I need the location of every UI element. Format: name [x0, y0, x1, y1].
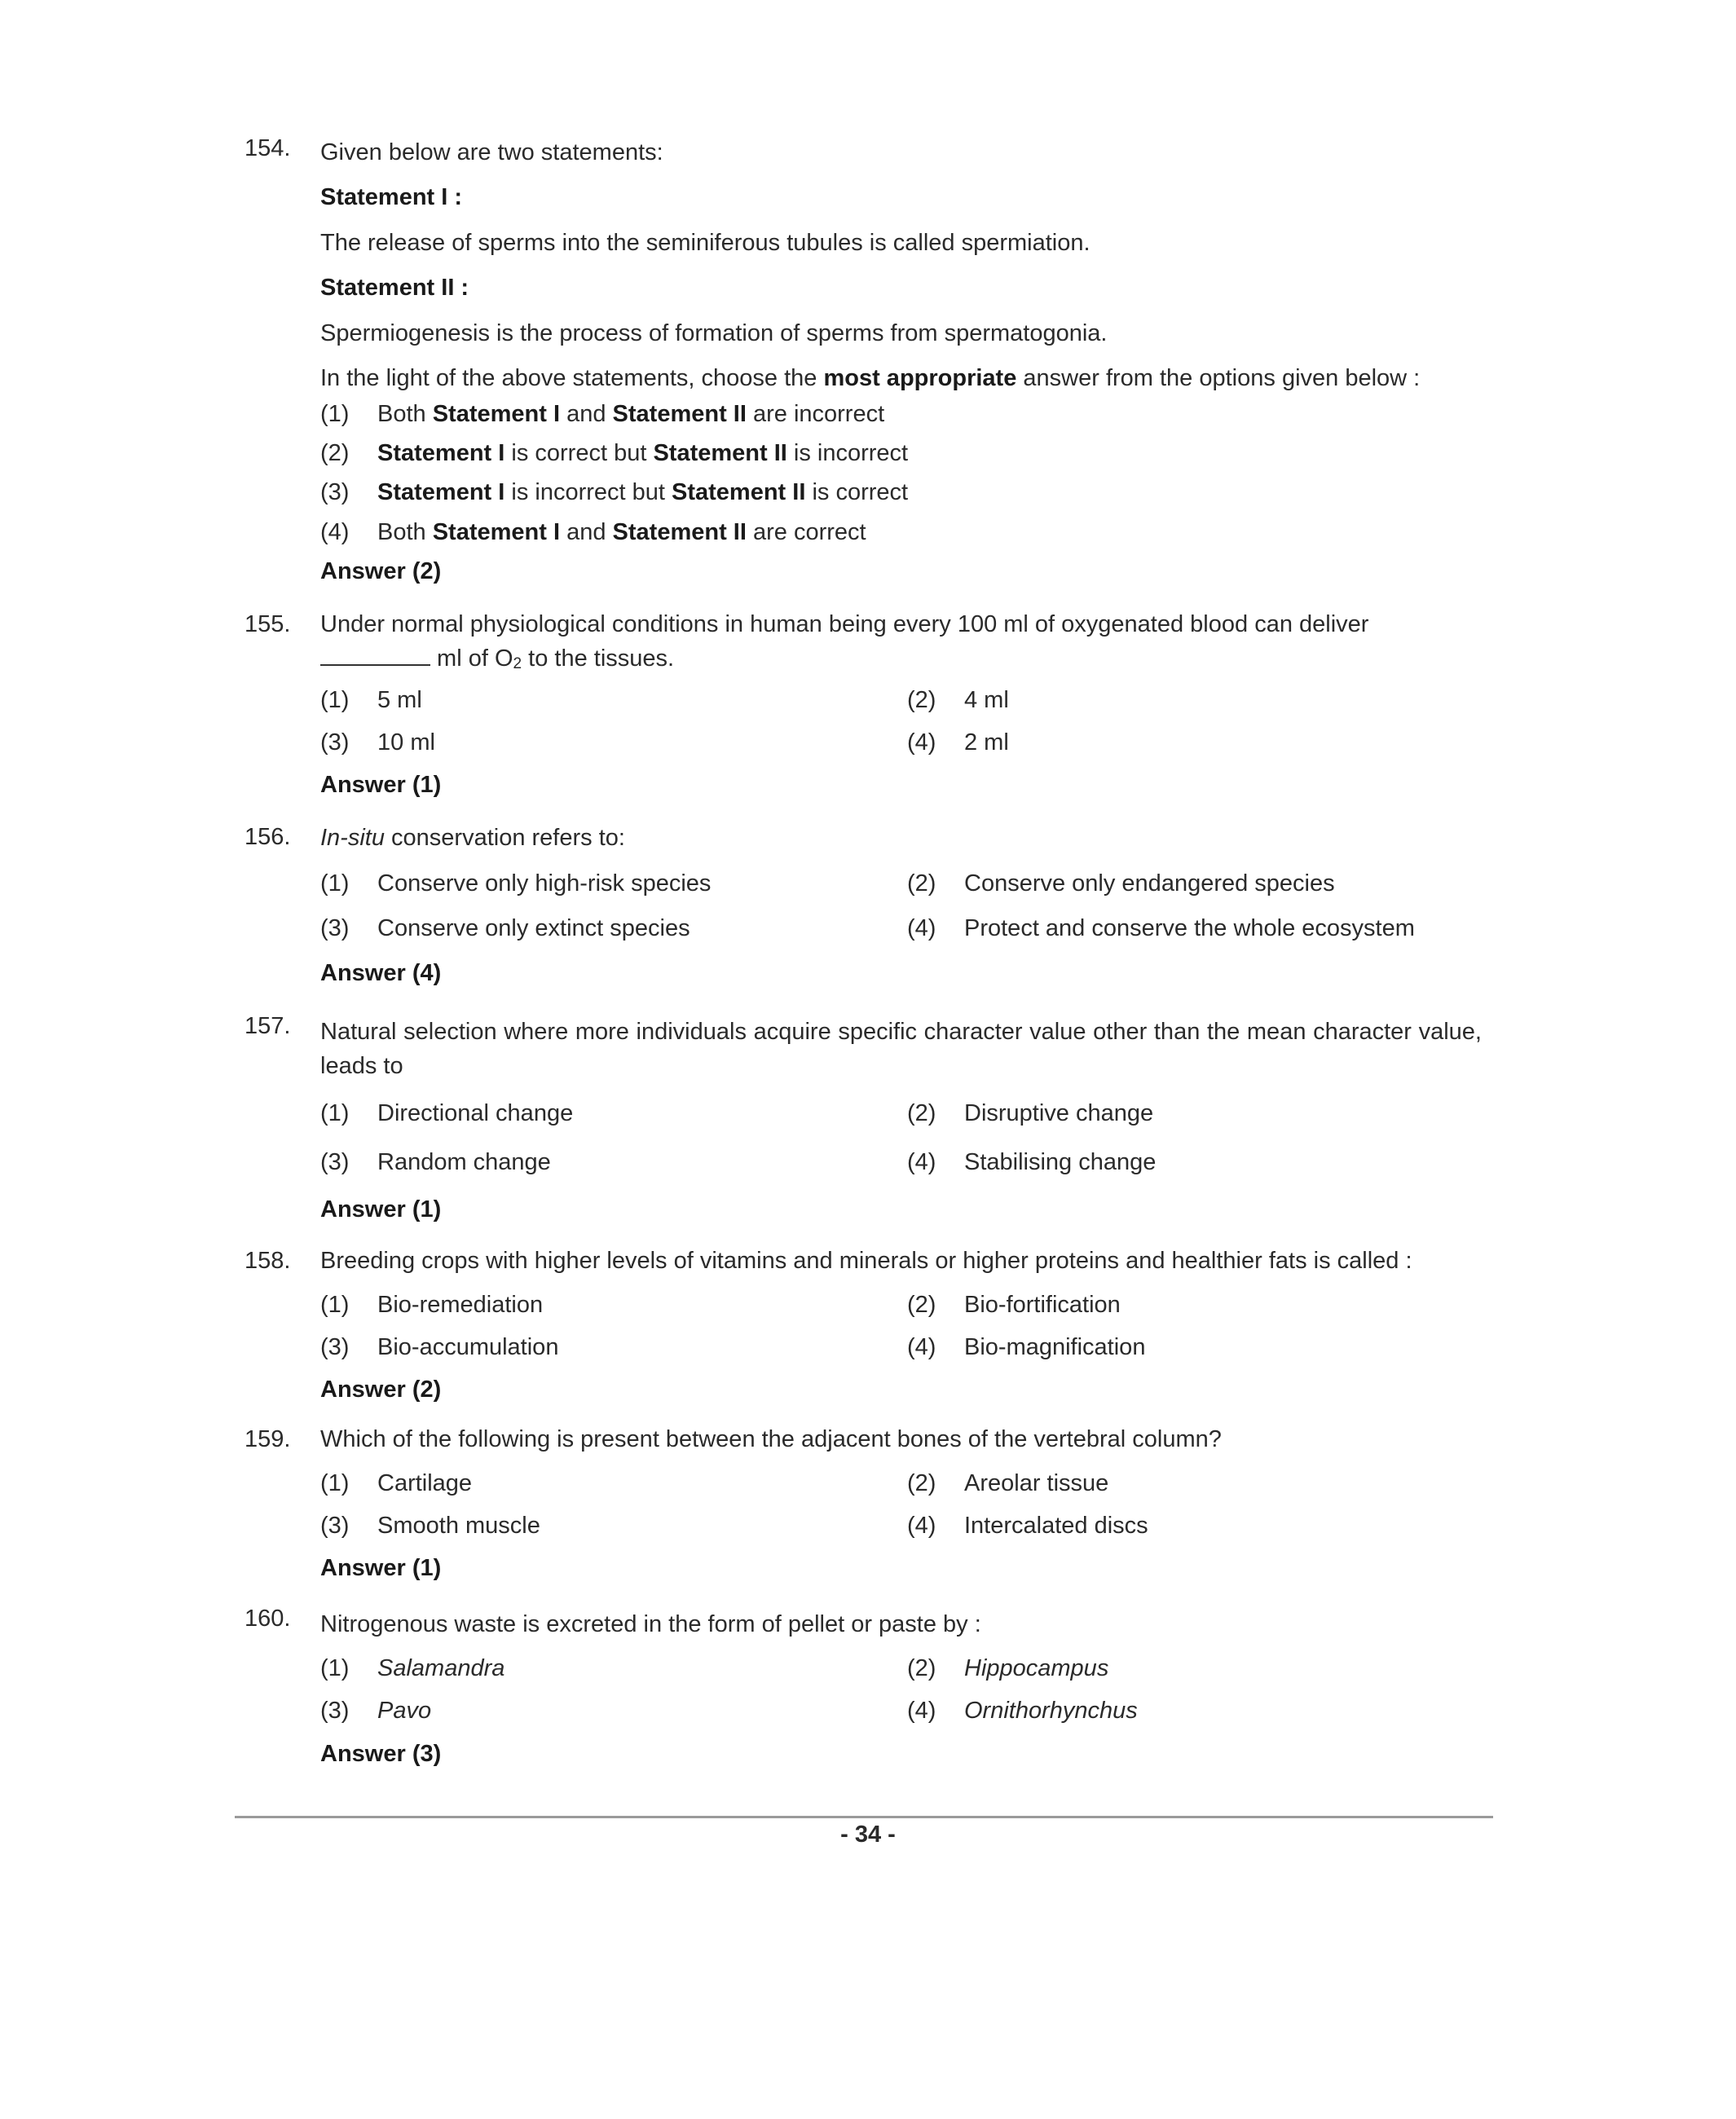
option-1: (1) Cartilage [320, 1470, 473, 1496]
question-number: 158. [245, 1248, 291, 1274]
option-4: (4) Both Statement I and Statement II are correct [320, 519, 866, 545]
option-3: (3) Conserve only extinct species [320, 915, 690, 941]
option-4: (4) Protect and conserve the whole ecosystem [907, 915, 1415, 941]
option-3: (3) 10 ml [320, 729, 435, 756]
answer-label: Answer (3) [320, 1741, 442, 1767]
question-number: 154. [245, 135, 291, 161]
question-intro: Given below are two statements: [320, 139, 663, 165]
answer-label: Answer (1) [320, 1555, 442, 1581]
option-1: (1) Conserve only high-risk species [320, 870, 712, 896]
option-2: (2) Hippocampus [907, 1655, 1109, 1681]
answer-label: Answer (1) [320, 1196, 442, 1222]
question-stem: In-situ conservation refers to: [320, 825, 625, 851]
question-stem: Nitrogenous waste is excreted in the form of pellet or paste by : [320, 1611, 981, 1637]
answer-label: Answer (4) [320, 960, 442, 986]
statement-2-label: Statement II : [320, 275, 469, 301]
option-2: (2) Conserve only endangered species [907, 870, 1335, 896]
option-1: (1) Bio-remediation [320, 1292, 544, 1318]
option-2: (2) Bio-fortification [907, 1292, 1121, 1318]
option-4: (4) 2 ml [907, 729, 1009, 756]
option-4: (4) Ornithorhynchus [907, 1698, 1138, 1724]
question-number: 156. [245, 824, 291, 850]
option-1: (1) Salamandra [320, 1655, 505, 1681]
question-stem: Which of the following is present between the adjacent bones of the vertebral column? [320, 1426, 1222, 1452]
option-1: (1) Both Statement I and Statement II are incorrect [320, 401, 885, 427]
statement-1-text: The release of sperms into the seminiferous tubules is called spermiation. [320, 230, 1091, 256]
question-stem: Under normal physiological conditions in human being every 100 ml of oxygenated blood can deliver ml of O2 to the tissues. [320, 611, 1369, 672]
option-2: (2) 4 ml [907, 687, 1009, 713]
statement-1-label: Statement I : [320, 184, 463, 210]
option-3: (3) Statement I is incorrect but Statement II is correct [320, 479, 909, 505]
question-number: 155. [245, 611, 291, 637]
option-2: (2) Statement I is correct but Statement II is incorrect [320, 440, 909, 466]
option-3: (3) Pavo [320, 1698, 432, 1724]
question-instruction: In the light of the above statements, choose the most appropriate answer from the options given below : [320, 365, 1421, 391]
answer-label: Answer (2) [320, 1377, 442, 1403]
option-3: (3) Random change [320, 1149, 551, 1175]
footer-divider [235, 1816, 1493, 1818]
question-number: 160. [245, 1606, 291, 1632]
option-4: (4) Intercalated discs [907, 1513, 1148, 1539]
option-2: (2) Disruptive change [907, 1100, 1154, 1126]
page-number: - 34 - [840, 1822, 896, 1848]
question-stem: Breeding crops with higher levels of vitamins and minerals or higher proteins and healthier fats is called : [320, 1248, 1412, 1274]
fill-blank [320, 646, 430, 666]
answer-label: Answer (1) [320, 772, 442, 798]
option-3: (3) Smooth muscle [320, 1513, 540, 1539]
option-1: (1) Directional change [320, 1100, 574, 1126]
option-2: (2) Areolar tissue [907, 1470, 1109, 1496]
option-3: (3) Bio-accumulation [320, 1334, 559, 1360]
question-number: 159. [245, 1426, 291, 1452]
question-number: 157. [245, 1013, 291, 1039]
option-4: (4) Stabilising change [907, 1149, 1157, 1175]
statement-2-text: Spermiogenesis is the process of formation of sperms from spermatogonia. [320, 320, 1108, 346]
option-1: (1) 5 ml [320, 687, 422, 713]
answer-label: Answer (2) [320, 558, 442, 584]
option-4: (4) Bio-magnification [907, 1334, 1146, 1360]
question-stem: Natural selection where more individuals acquire specific character value other than the mean character value, leads to [320, 1019, 1482, 1079]
